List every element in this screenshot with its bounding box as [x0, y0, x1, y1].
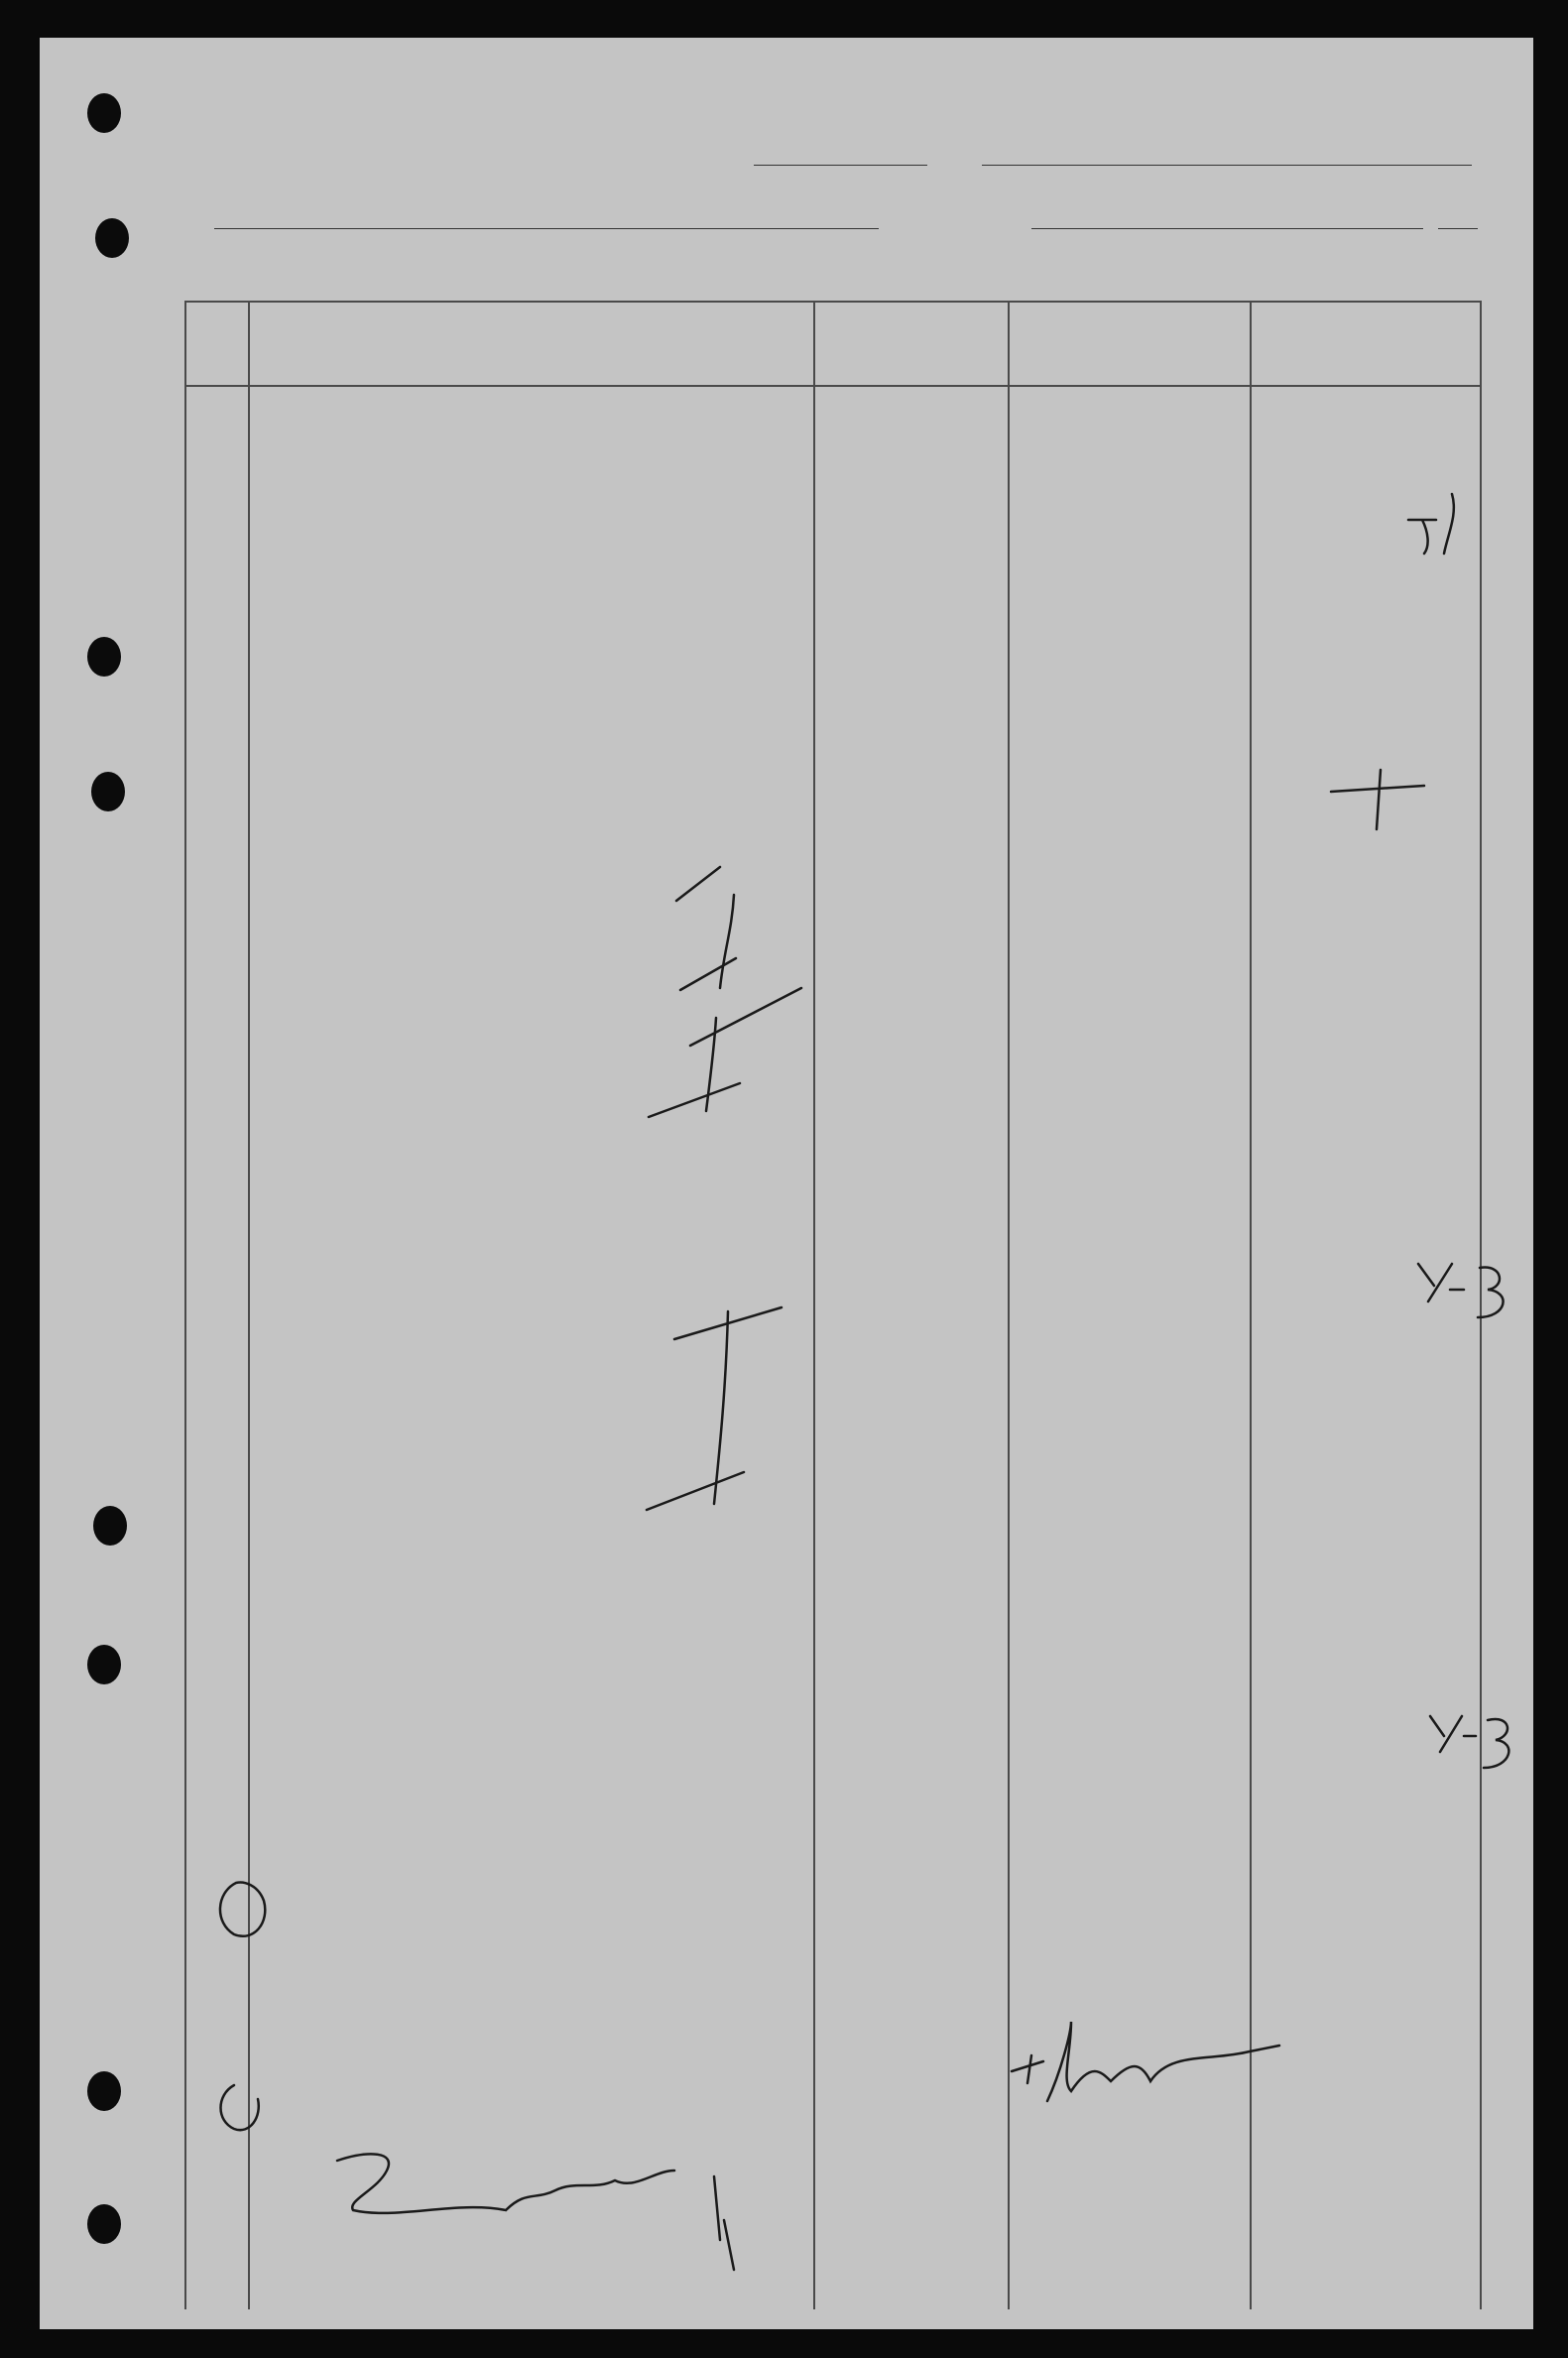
signature-scribble: [337, 2154, 674, 2212]
pen-annotations: [40, 38, 1533, 2329]
manifest-page: [40, 38, 1533, 2329]
initials-signature: [1012, 2022, 1279, 2101]
stamp-line: [714, 2176, 734, 2270]
bracket-mark-9-10: [649, 988, 801, 1117]
circle-line-20: [220, 1883, 265, 1936]
circle-line-23: [221, 2085, 259, 2130]
check-518-side: [1408, 494, 1454, 554]
cross-mark-6: [1331, 770, 1424, 829]
bracket-mark-13-15: [647, 1307, 782, 1510]
y3-mark-18: [1430, 1716, 1508, 1768]
y3-mark-12: [1418, 1264, 1504, 1317]
bracket-mark-7-8: [676, 867, 736, 990]
